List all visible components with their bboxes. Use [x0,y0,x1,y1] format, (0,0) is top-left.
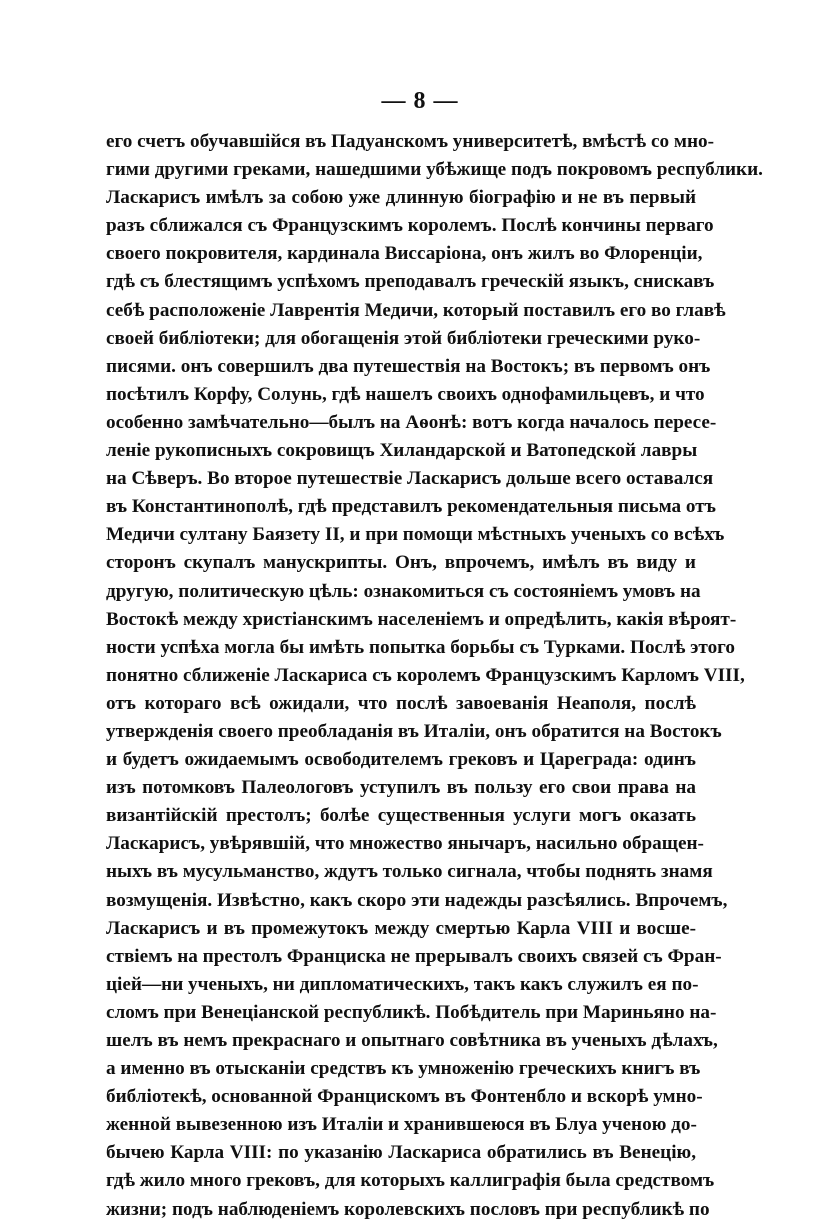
text-line: своей библіотеки; для обогащенія этой библіотеки греческими руко- [106,327,701,349]
text-line: разъ сближался съ Французскимъ королемъ. Послѣ кончины перваго [106,215,714,237]
text-line: возмущенія. Извѣстно, какъ скоро эти надежды разсѣялись. Впрочемъ, [106,889,728,911]
text-line: понятно сближеніе Ласкариса съ королемъ Французскимъ Карломъ VIII, [106,664,745,686]
text-line: изъ потомковъ Палеологовъ уступилъ въ пользу его свои права на [106,777,696,799]
text-line: его счетъ обучавшійся въ Падуанскомъ университетѣ, вмѣстѣ со мно- [106,131,714,152]
text-line: Востокѣ между христіанскимъ населеніемъ и опредѣлить, какія вѣроят- [106,608,737,630]
text-line: библіотекѣ, основанной Францискомъ въ Фонтенбло и вскорѣ умно- [106,1086,703,1108]
text-line: и будетъ ожидаемымъ освободителемъ грековъ и Цареграда: одинъ [106,749,696,771]
text-line: писями. онъ совершилъ два путешествія на Востокъ; въ первомъ онъ [106,355,711,377]
text-line: другую, политическую цѣль: ознакомиться съ состояніемъ умовъ на [106,580,701,602]
text-line: своего покровителя, кардинала Виссаріона, онъ жилъ во Флоренціи, [106,243,703,265]
text-line: утвержденія своего преобладанія въ Италіи, онъ обратится на Востокъ [106,720,722,742]
text-line: Ласкарисъ, увѣрявшій, что множество янычаръ, насильно обращен- [106,833,704,855]
text-line: ности успѣха могла бы имѣть попытка борьбы съ Турками. Послѣ этого [106,636,736,658]
text-line: а именно въ отысканіи средствъ къ умноженію греческихъ книгъ въ [106,1058,701,1080]
text-line: леніе рукописныхъ сокровищъ Хиландарской и Ватопедской лавры [106,440,698,462]
text-line: гдѣ съ блестящимъ успѣхомъ преподавалъ греческій языкъ, снискавъ [106,271,715,293]
text-line: бычею Карла VIII: по указанію Ласкариса обратились въ Венецію, [106,1142,696,1164]
text-line: шелъ въ немъ прекраснаго и опытнаго совѣтника въ ученыхъ дѣлахъ, [106,1030,718,1051]
text-line: жизни; подъ наблюденіемъ королевскихъ пословъ при республикѣ по [106,1198,710,1220]
text-line: ствіемъ на престолъ Франциска не прерывалъ своихъ связей съ Фран- [106,945,722,967]
text-line: гдѣ жило много грековъ, для которыхъ каллиграфія была средствомъ [106,1170,715,1192]
text-line: ныхъ въ мусульманство, ждутъ только сигнала, чтобы поднять знамя [106,861,713,883]
text-line: Ласкарисъ и въ промежутокъ между смертью Карла VIII и восше- [106,917,696,939]
text-line: себѣ расположеніе Лаврентія Медичи, который поставилъ его во главѣ [106,299,726,321]
page-number: — 8 — [381,88,459,114]
text-line: гими другими греками, нашедшими убѣжище подъ покровомъ республики. [106,159,763,181]
text-line: посѣтилъ Корфу, Солунь, гдѣ нашелъ своихъ однофамильцевъ, и что [106,383,705,405]
text-line: Ласкарисъ имѣлъ за собою уже длинную біографію и не въ первый [106,187,696,209]
text-line: сломъ при Венеціанской республикѣ. Побѣдитель при Мариньяно на- [106,1001,717,1023]
text-line: женной вывезенною изъ Италіи и хранившеюся въ Блуа ученою до- [106,1114,697,1136]
body-text [106,128,763,1224]
text-line: отъ котораго всѣ ожидали, что послѣ завоеванія Неаполя, послѣ [106,692,696,714]
text-line: Медичи султану Баязету II, и при помощи мѣстныхъ ученыхъ со всѣхъ [106,524,725,546]
text-line: ціей—ни ученыхъ, ни дипломатическихъ, такъ какъ служилъ ея по- [106,973,699,995]
text-line: сторонъ скупалъ манускрипты. Онъ, впрочемъ, имѣлъ въ виду и [106,552,696,574]
text-line: въ Константинополѣ, гдѣ представилъ рекомендательныя письма отъ [106,496,716,518]
text-line: на Сѣверъ. Во второе путешествіе Ласкарисъ дольше всего оставался [106,468,714,490]
text-line: византійскій престолъ; болѣе существенныя услуги могъ оказать [106,805,696,827]
text-line: особенно замѣчательно—былъ на Аѳонѣ: вотъ когда началось пересе- [106,411,717,433]
